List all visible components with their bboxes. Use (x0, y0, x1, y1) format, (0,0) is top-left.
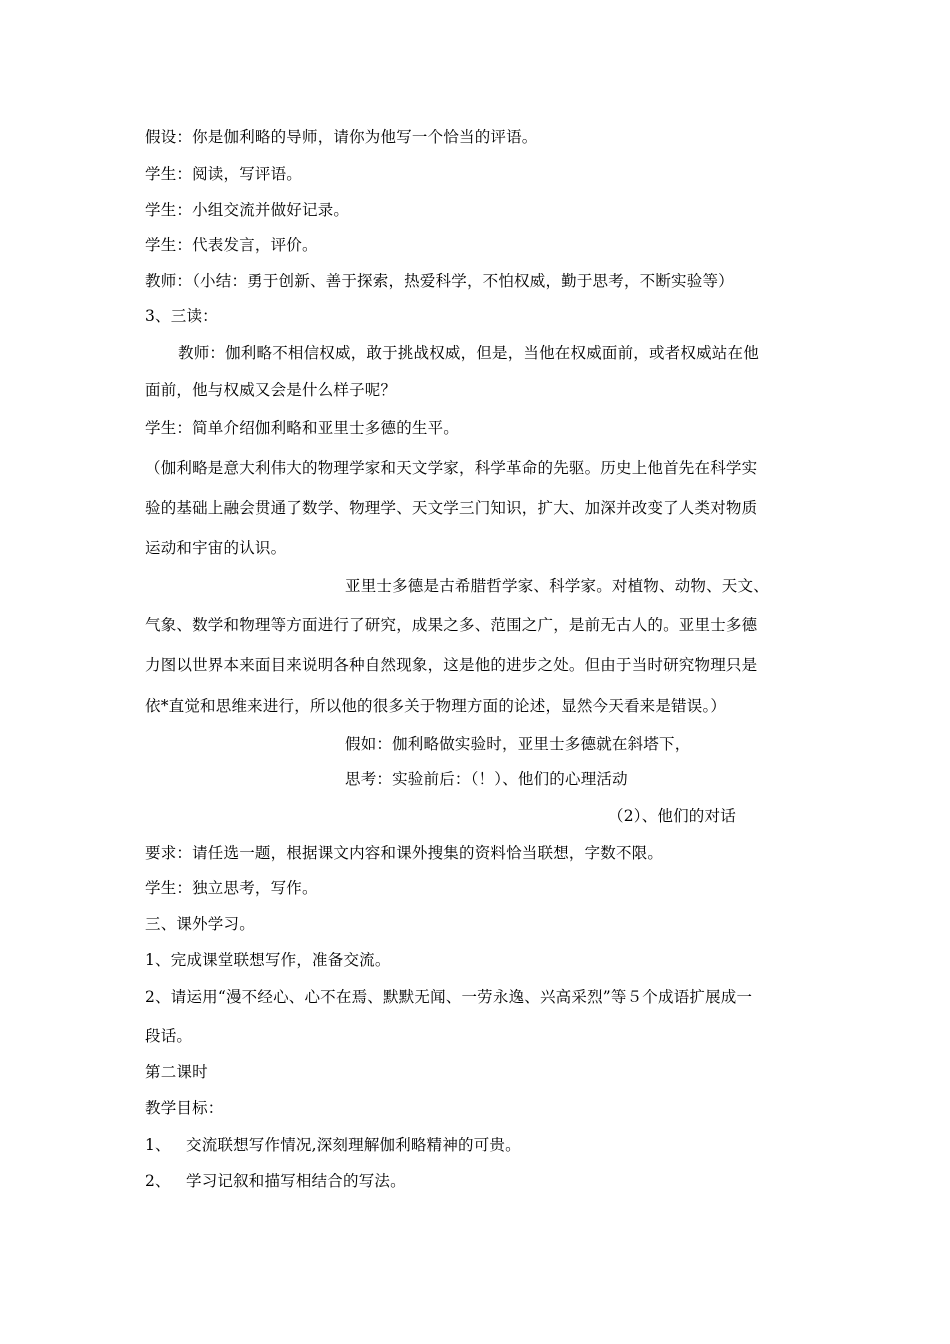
objective-text: 学习记叙和描写相结合的写法。 (186, 1172, 406, 1190)
third-reading-heading: 3、三读： (145, 307, 218, 325)
student-present-line: 学生：代表发言，评价。 (145, 236, 318, 254)
aristotle-bio-line-4: 依*直觉和思维来进行，所以他的很多关于物理方面的论述，显然今天看来是错误。） (145, 697, 727, 715)
teaching-objectives-heading: 教学目标： (145, 1099, 224, 1117)
requirement-line: 要求：请任选一题，根据课文内容和课外搜集的资料恰当联想，字数不限。 (145, 844, 664, 862)
objective-text: 交流联想写作情况,深刻理解伽利略精神的可贵。 (186, 1136, 521, 1154)
second-lesson-heading: 第二课时 (145, 1063, 208, 1081)
student-writing-line: 学生：独立思考，写作。 (145, 879, 318, 897)
homework-item-2-line-1: 2、请运用“漫不经心、心不在焉、默默无闻、一劳永逸、兴高采烈”等５个成语扩展成一 (145, 988, 753, 1006)
homework-item-2-line-2: 段话。 (145, 1027, 193, 1045)
student-group-line: 学生：小组交流并做好记录。 (145, 201, 350, 219)
objective-number: 2、 (145, 1172, 171, 1190)
aristotle-bio-line-2: 气象、数学和物理等方面进行了研究，成果之多、范围之广，是前无古人的。亚里士多德 (145, 616, 758, 634)
think-line-1: 思考：实验前后：（！）、他们的心理活动 (345, 770, 628, 788)
objective-item-1 (145, 1135, 171, 1155)
aristotle-bio-line-1: 亚里士多德是古希腊哲学家、科学家。对植物、动物、天文、 (345, 577, 769, 595)
student-reading-line: 学生：阅读，写评语。 (145, 165, 303, 183)
galileo-bio-line-1: （伽利略是意大利伟大的物理学家和天文学家，科学革命的先驱。历史上他首先在科学实 (145, 459, 758, 477)
section-three-heading: 三、课外学习。 (145, 915, 255, 933)
objective-item-2 (145, 1171, 171, 1191)
student-intro-line: 学生：简单介绍伽利略和亚里士多德的生平。 (145, 419, 460, 437)
teacher-question-line-2: 面前，他与权威又会是什么样子呢？ (145, 381, 397, 399)
think-line-2: （2）、他们的对话 (608, 807, 736, 825)
scenario-line: 假如：伽利略做实验时，亚里士多德就在斜塔下， (345, 735, 691, 753)
teacher-question-line-1: 教师：伽利略不相信权威，敢于挑战权威，但是，当他在权威面前，或者权威站在他 (178, 344, 759, 362)
objective-number: 1、 (145, 1136, 171, 1154)
teacher-summary-line: 教师：（小结：勇于创新、善于探索，热爱科学，不怕权威，勤于思考，不断实验等） (145, 272, 734, 290)
galileo-bio-line-3: 运动和宇宙的认识。 (145, 539, 287, 557)
galileo-bio-line-2: 验的基础上融会贯通了数学、物理学、天文学三门知识，扩大、加深并改变了人类对物质 (145, 499, 758, 517)
aristotle-bio-line-3: 力图以世界本来面目来说明各种自然现象，这是他的进步之处。但由于当时研究物理只是 (145, 656, 758, 674)
hypothesis-line: 假设：你是伽利略的导师，请你为他写一个恰当的评语。 (145, 128, 538, 146)
homework-item-1: 1、完成课堂联想写作，准备交流。 (145, 951, 391, 969)
